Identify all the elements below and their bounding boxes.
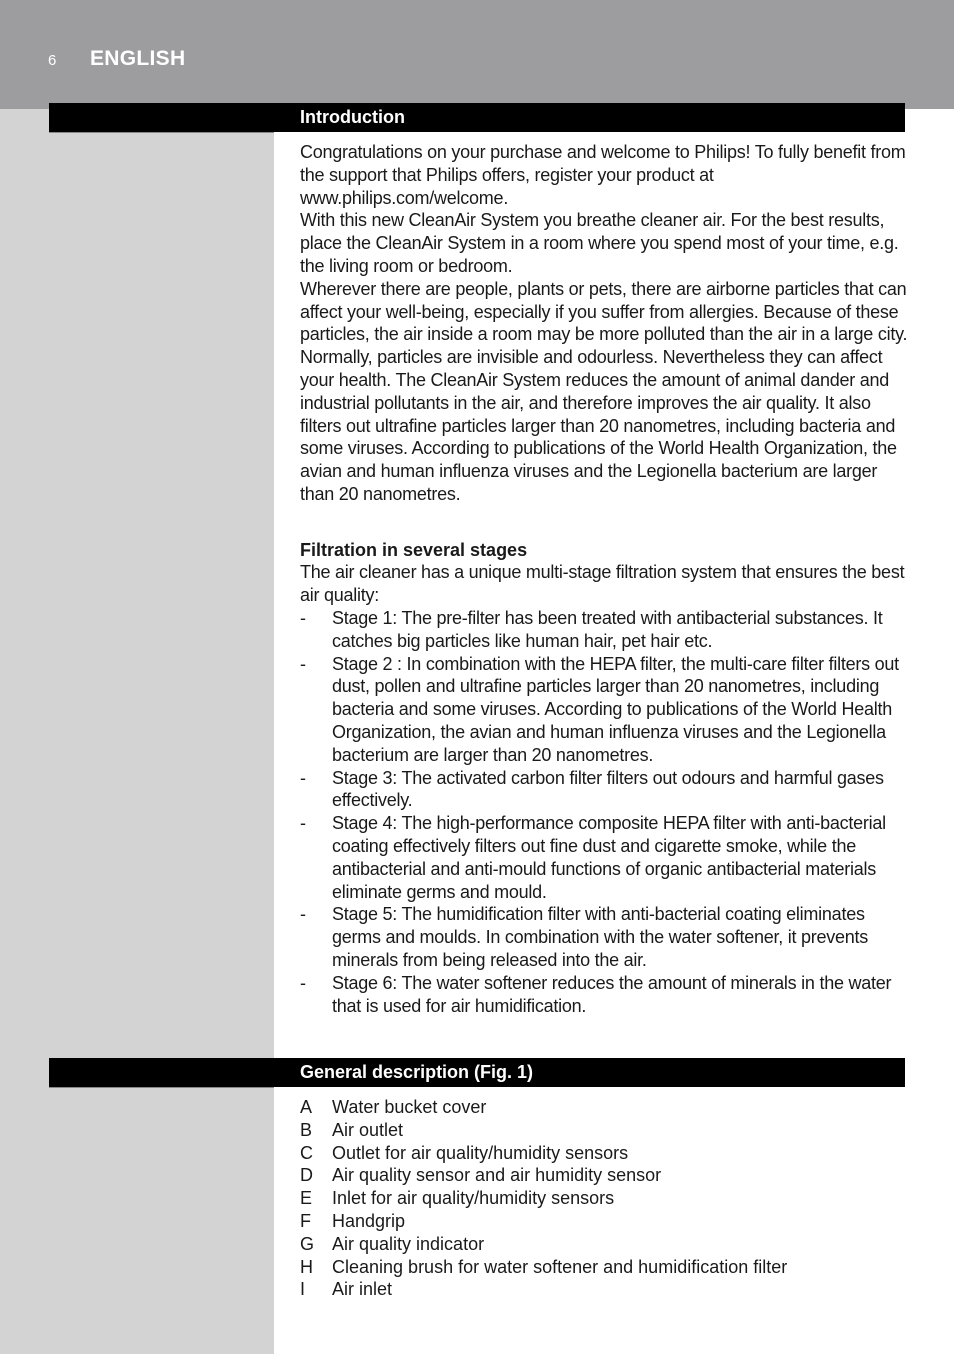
list-item	[300, 972, 912, 1018]
left-margin-column	[0, 109, 274, 1354]
dash-bullet: -	[300, 972, 306, 993]
language-heading: ENGLISH	[90, 47, 186, 70]
page-number: 6	[48, 52, 57, 69]
divider	[49, 132, 274, 133]
introduction-body	[300, 141, 912, 506]
section-bar-general-description	[49, 1058, 905, 1087]
part-label: Air outlet	[332, 1119, 404, 1140]
filtration-stage-list	[300, 607, 912, 1017]
dash-bullet: -	[300, 653, 306, 674]
parts-list	[300, 1096, 900, 1301]
page-header-band	[0, 0, 954, 109]
filtration-intro: The air cleaner has a unique multi-stage filtration system that ensures the best air quality:	[300, 562, 905, 605]
paragraph: Normally, particles are invisible and odourless. Nevertheless they can affect your health. The CleanAir System reduces the amount of animal dander and industrial pollutants in the air, and therefore improves the air quality. It also filters out ultrafine particles larger than 20 nanometres, including bacteria and some viruses. According to publications of the World Health Organization, the avian and human influenza viruses and the Legionella bacterium are larger than 20 nanometres.	[300, 347, 897, 504]
stage-text: Stage 1: The pre-filter has been treated with antibacterial substances. It catches big particles like human hair, pet hair etc.	[332, 608, 883, 651]
list-item	[300, 812, 912, 903]
part-letter: I	[300, 1279, 306, 1300]
list-item	[300, 767, 912, 813]
list-item	[300, 903, 912, 971]
list-item	[300, 1164, 900, 1187]
part-letter: B	[300, 1119, 313, 1140]
part-letter: C	[300, 1142, 313, 1163]
part-label: Handgrip	[332, 1210, 406, 1231]
list-item	[300, 1187, 900, 1210]
dash-bullet: -	[300, 608, 306, 628]
dash-bullet: -	[300, 904, 306, 925]
list-item	[300, 1142, 900, 1165]
dash-bullet: -	[300, 813, 306, 834]
section-title-general-description: General description (Fig. 1)	[300, 1062, 534, 1082]
part-label: Air quality sensor and air humidity sensor	[332, 1165, 662, 1186]
part-label: Cleaning brush for water softener and humidification filter	[332, 1256, 788, 1277]
dash-bullet: -	[300, 767, 306, 788]
stage-text: Stage 6: The water softener reduces the amount of minerals in the water that is used for air humidification.	[332, 972, 892, 1016]
part-label: Air quality indicator	[332, 1233, 485, 1254]
divider	[49, 1087, 274, 1088]
part-label: Inlet for air quality/humidity sensors	[332, 1188, 615, 1209]
list-item	[300, 607, 912, 653]
list-item	[300, 653, 912, 767]
section-bar-introduction	[49, 103, 905, 132]
part-label: Outlet for air quality/humidity sensors	[332, 1142, 629, 1163]
list-item	[300, 1119, 900, 1142]
part-letter: E	[300, 1188, 313, 1209]
list-item	[300, 1278, 900, 1301]
list-item	[300, 1256, 900, 1279]
paragraph: With this new CleanAir System you breathe cleaner air. For the best results, place the CleanAir System in a room where you spend most of your time, e.g. the living room or bedroom.	[300, 210, 899, 276]
part-letter: G	[300, 1233, 315, 1254]
stage-text: Stage 2 : In combination with the HEPA filter, the multi-care filter filters out dust, pollen and ultrafine particles larger than 20 nanometres, including bacteria and some viruses. According to publications of the World Health Organization, the avian and human influenza viruses and the Legionella bacterium are larger than 20 nanometres.	[332, 653, 899, 765]
section-title-introduction: Introduction	[300, 107, 405, 127]
part-letter: D	[300, 1165, 313, 1186]
stage-text: Stage 4: The high-performance composite HEPA filter with anti-bacterial coating effectively filters out fine dust and cigarette smoke, while the antibacterial and anti-mould functions of organic antibacterial materials eliminate germs and mould.	[332, 813, 886, 902]
part-label: Water bucket cover	[332, 1097, 487, 1117]
list-item	[300, 1233, 900, 1256]
part-letter: F	[300, 1210, 311, 1231]
list-item	[300, 1210, 900, 1233]
list-item	[300, 1096, 900, 1119]
part-letter: A	[300, 1097, 313, 1117]
paragraph: Congratulations on your purchase and welcome to Philips! To fully benefit from the support that Philips offers, register your product at www.philips.com/welcome.	[300, 142, 906, 208]
part-label: Air inlet	[332, 1279, 393, 1300]
filtration-heading: Filtration in several stages	[300, 540, 528, 560]
stage-text: Stage 3: The activated carbon filter filters out odours and harmful gases effectively.	[332, 767, 884, 811]
paragraph: Wherever there are people, plants or pets, there are airborne particles that can affect your well-being, especially if you suffer from allergies. Because of these particles, the air inside a room may be more polluted than the air in a large city.	[300, 278, 908, 345]
part-letter: H	[300, 1256, 313, 1277]
stage-text: Stage 5: The humidification filter with anti-bacterial coating eliminates germs and moulds. In combination with the water softener, it prevents minerals from being released into the air.	[332, 904, 869, 970]
